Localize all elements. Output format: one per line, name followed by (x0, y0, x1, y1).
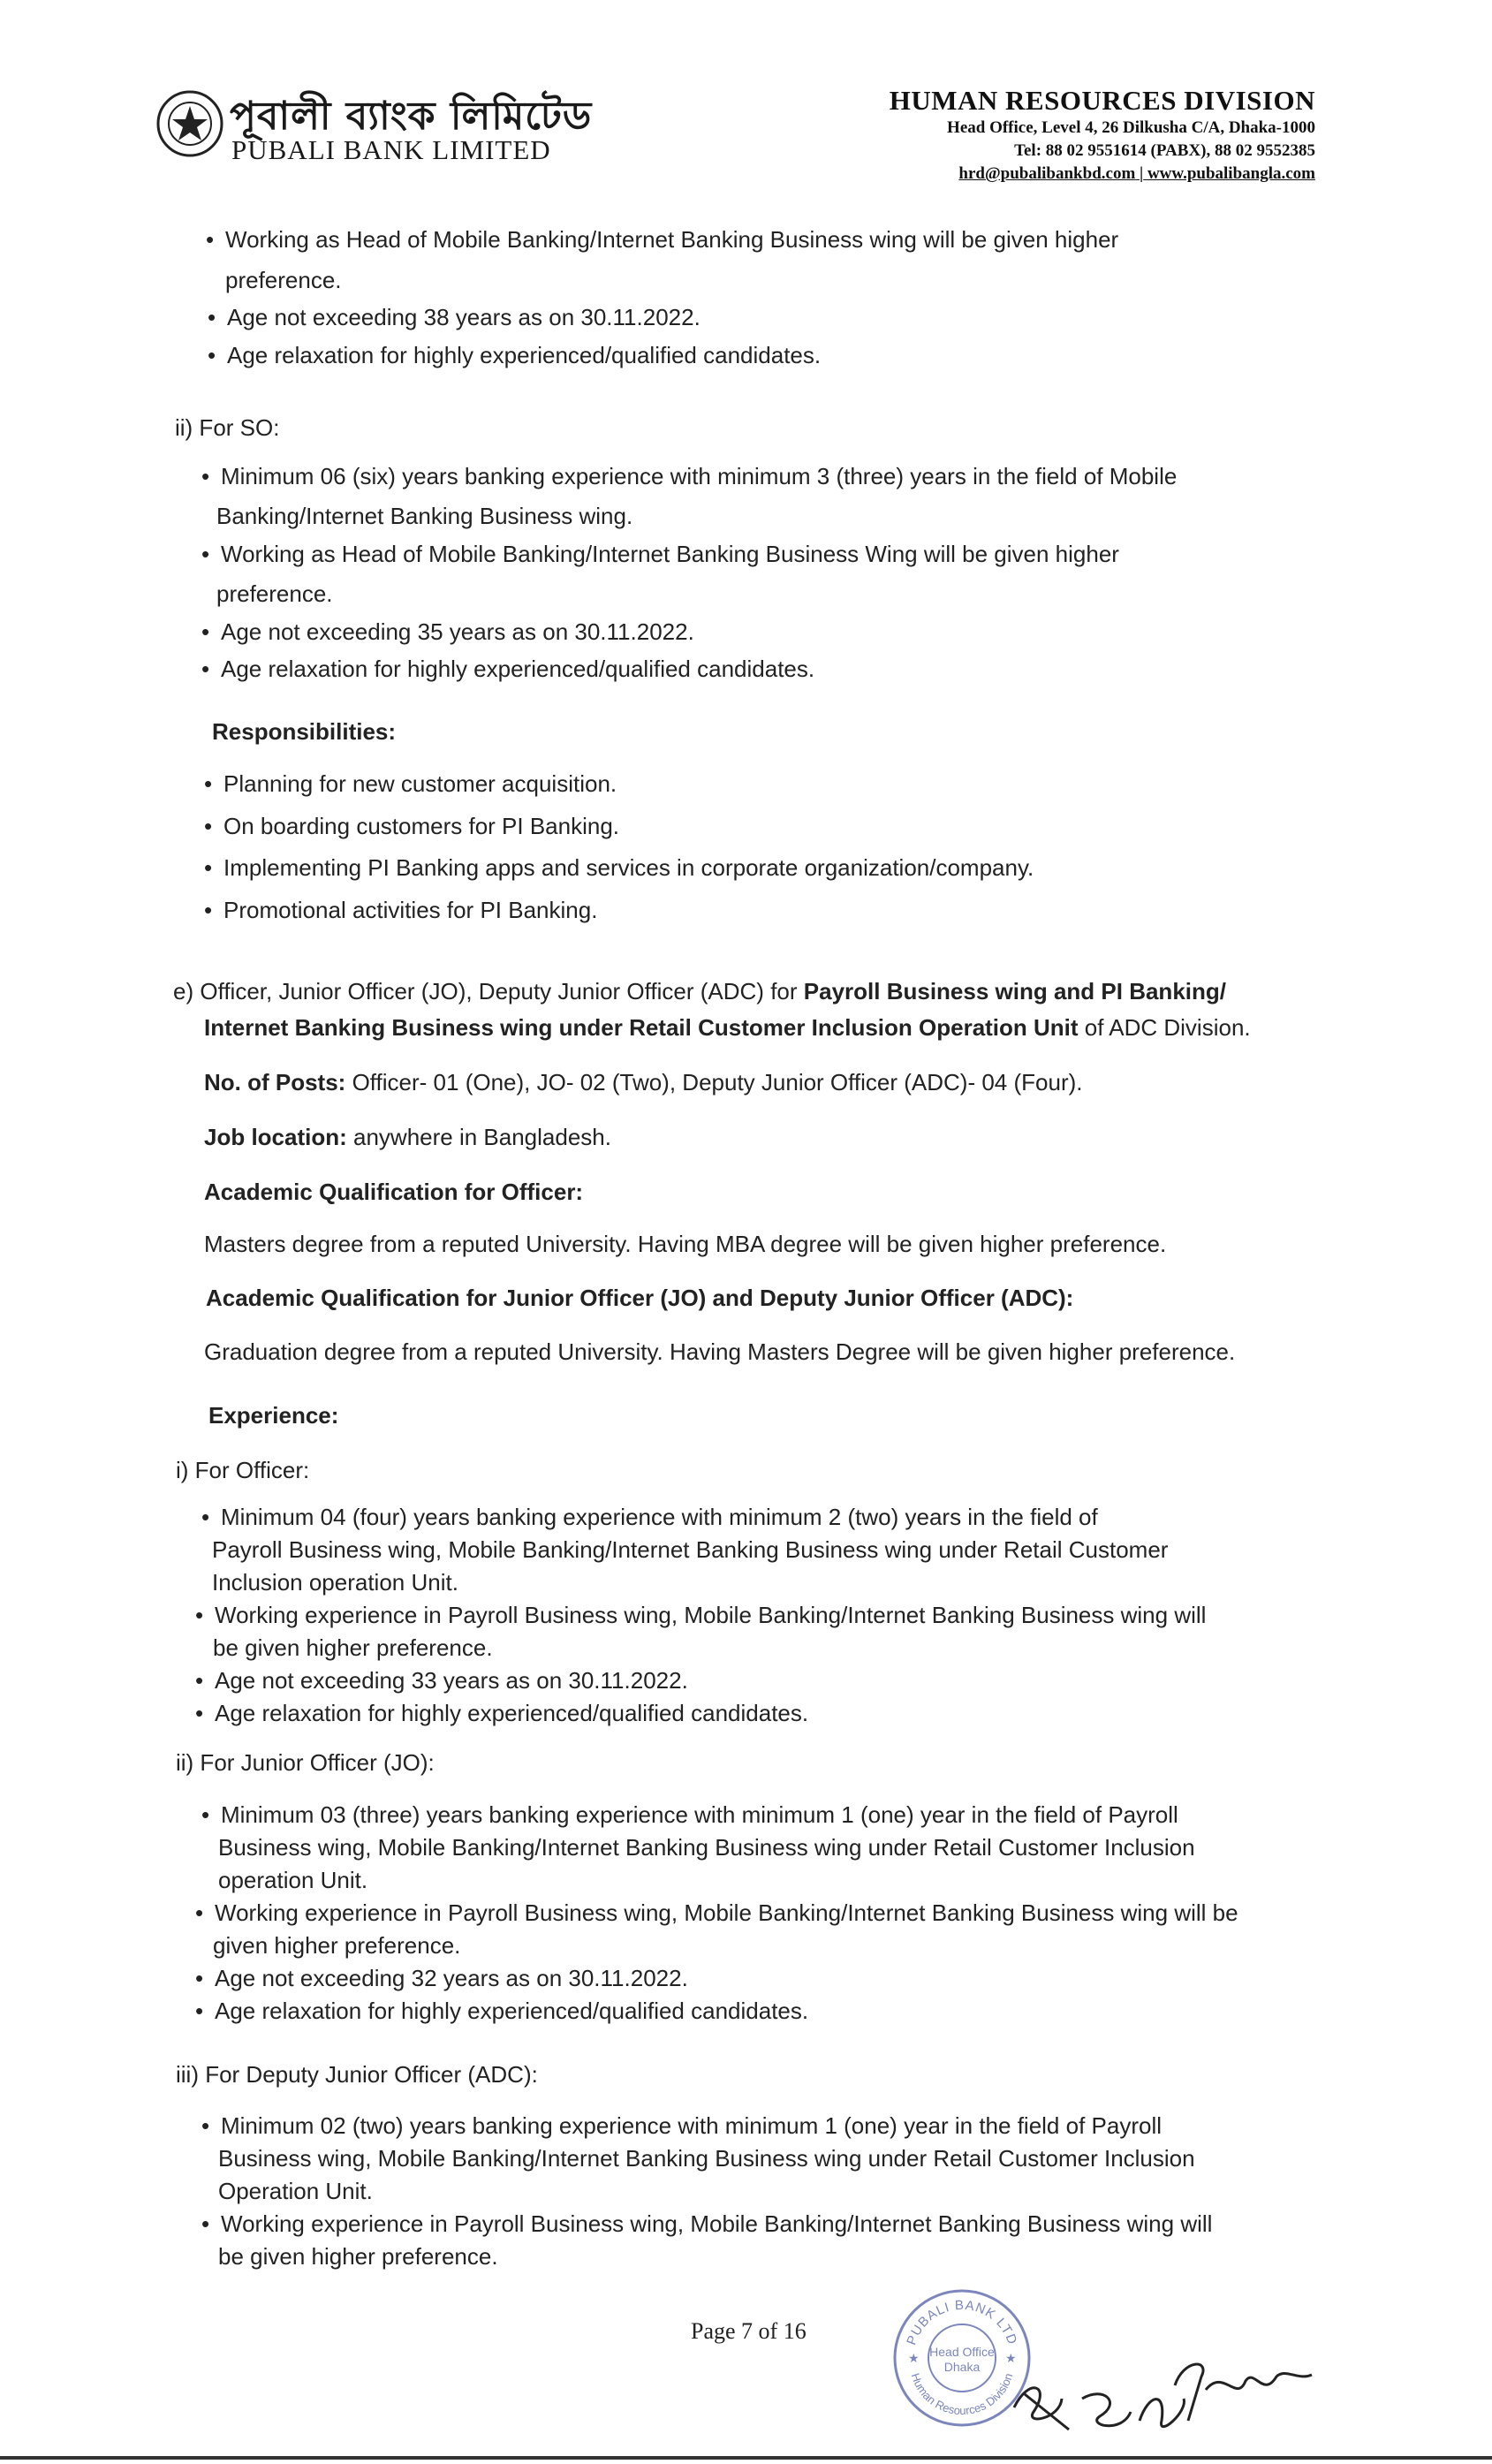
list-item: • Age relaxation for highly experienced/qualified candidates. (215, 1697, 808, 1730)
email-link[interactable]: hrd@pubalibankbd.com (958, 164, 1136, 183)
list-item: • Implementing PI Banking apps and services in corporate organization/company. (223, 852, 1034, 884)
list-item-continuation: operation Unit. (218, 1867, 368, 1893)
seal-bottom-text: Human Resources Division (908, 2371, 1016, 2418)
section-e-intro-text: e) Officer, Junior Officer (JO), Deputy Junior Officer (ADC) for (173, 978, 804, 1005)
bank-name-bangla: পূবালী ব্যাংক লিমিটেড (230, 94, 593, 139)
svg-text:★: ★ (1005, 2351, 1017, 2365)
jo-heading: ii) For Junior Officer (JO): (176, 1749, 435, 1776)
job-location (204, 1121, 611, 1154)
list-item: • Working as Head of Mobile Banking/Internet Banking Business Wing will be given higher (221, 538, 1119, 571)
link-separator: | (1140, 164, 1144, 183)
academic-officer-text: Masters degree from a reputed University. Having MBA degree will be given higher preference. (204, 1231, 1167, 1257)
page-number: Page 7 of 16 (691, 2318, 807, 2344)
section-e-unit-bold: Internet Banking Business wing under Retail Customer Inclusion Operation Unit (204, 1014, 1079, 1041)
list-item-continuation: Inclusion operation Unit. (212, 1569, 458, 1596)
list-item: • Minimum 02 (two) years banking experience with minimum 1 (one) year in the field of Payroll (221, 2110, 1162, 2142)
list-item: • Age not exceeding 35 years as on 30.11.2022. (221, 616, 694, 648)
so-heading: ii) For SO: (175, 414, 280, 441)
website-link[interactable]: www.pubalibangla.com (1147, 164, 1315, 183)
academic-officer-heading: Academic Qualification for Officer: (204, 1179, 584, 1205)
phone-numbers: Tel: 88 02 9551614 (PABX), 88 02 9552385 (1014, 141, 1315, 160)
list-item-continuation: preference. (225, 267, 342, 293)
list-item: • Promotional activities for PI Banking. (223, 894, 597, 927)
head-office-address: Head Office, Level 4, 26 Dilkusha C/A, Dhaka-1000 (947, 118, 1315, 137)
svg-text:★: ★ (908, 2351, 920, 2365)
list-item-continuation: be given higher preference. (218, 2243, 498, 2270)
list-item: • Age not exceeding 33 years as on 30.11.2022. (215, 1664, 688, 1697)
list-item: • Working experience in Payroll Business wing, Mobile Banking/Internet Banking Business wing will (215, 1599, 1206, 1632)
page-bottom-edge (0, 2456, 1492, 2460)
list-item-continuation: preference. (216, 580, 333, 607)
list-item: • Age relaxation for highly experienced/qualified candidates. (227, 339, 821, 372)
list-item: • Minimum 04 (four) years banking experience with minimum 2 (two) years in the field of (221, 1501, 1098, 1534)
list-item: • Age not exceeding 38 years as on 30.11.2022. (227, 301, 701, 334)
list-item: • Minimum 06 (six) years banking experience with minimum 3 (three) years in the field of Mobile (221, 460, 1177, 493)
job-location-label: Job location: (204, 1124, 347, 1150)
contact-links (890, 163, 1315, 186)
djo-heading: iii) For Deputy Junior Officer (ADC): (176, 2061, 538, 2088)
list-item: • Working as Head of Mobile Banking/Internet Banking Business wing will be given higher (225, 224, 1118, 256)
list-item-continuation: Operation Unit. (218, 2178, 373, 2204)
no-of-posts-label: No. of Posts: (204, 1069, 346, 1096)
division-title: HUMAN RESOURCES DIVISION (889, 85, 1315, 116)
officer-heading: i) For Officer: (176, 1457, 310, 1483)
no-of-posts (204, 1066, 1083, 1099)
responsibilities-heading: Responsibilities: (212, 718, 397, 745)
section-e-intro-bold: Payroll Business wing and PI Banking/ (803, 978, 1226, 1005)
seal-center-line-1: Head Office (929, 2345, 995, 2359)
section-e-unit-text: of ADC Division. (1078, 1014, 1251, 1041)
list-item-continuation: given higher preference. (213, 1932, 461, 1959)
academic-jo-text: Graduation degree from a reputed University. Having Masters Degree will be given higher preference. (204, 1338, 1236, 1365)
seal-center-line-2: Dhaka (943, 2360, 981, 2374)
list-item-continuation: Banking/Internet Banking Business wing. (216, 503, 633, 529)
handwritten-signatures (998, 2315, 1316, 2447)
section-e-intro-line2 (204, 1012, 1251, 1044)
hr-division-header (890, 85, 1315, 186)
experience-heading: Experience: (208, 1402, 339, 1429)
section-e-intro (173, 975, 1226, 1008)
bank-logo (155, 88, 225, 159)
bank-name-english: PUBALI BANK LIMITED (231, 134, 551, 165)
list-item: • Working experience in Payroll Business wing, Mobile Banking/Internet Banking Business wing will (221, 2208, 1212, 2240)
list-item: • Planning for new customer acquisition. (223, 768, 617, 800)
list-item: • Age relaxation for highly experienced/qualified candidates. (215, 1995, 808, 2028)
no-of-posts-value: Officer- 01 (One), JO- 02 (Two), Deputy Junior Officer (ADC)- 04 (Four). (345, 1069, 1083, 1096)
list-item: • Working experience in Payroll Business wing, Mobile Banking/Internet Banking Business wing will be (215, 1897, 1238, 1930)
list-item: • On boarding customers for PI Banking. (223, 810, 619, 843)
job-location-value: anywhere in Bangladesh. (346, 1124, 611, 1150)
list-item-continuation: Payroll Business wing, Mobile Banking/Internet Banking Business wing under Retail Customer (212, 1536, 1169, 1563)
list-item-continuation: Business wing, Mobile Banking/Internet Banking Business wing under Retail Customer Inclusion (218, 1834, 1195, 1861)
list-item: • Minimum 03 (three) years banking experience with minimum 1 (one) year in the field of Payroll (221, 1799, 1178, 1831)
list-item: • Age not exceeding 32 years as on 30.11.2022. (215, 1962, 688, 1995)
list-item-continuation: Business wing, Mobile Banking/Internet Banking Business wing under Retail Customer Inclusion (218, 2145, 1195, 2172)
academic-jo-heading: Academic Qualification for Junior Officer (JO) and Deputy Junior Officer (ADC): (206, 1285, 1074, 1311)
list-item-continuation: be given higher preference. (213, 1634, 493, 1661)
seal-top-text: PUBALI BANK LTD (904, 2297, 1020, 2347)
list-item: • Age relaxation for highly experienced/qualified candidates. (221, 653, 814, 686)
